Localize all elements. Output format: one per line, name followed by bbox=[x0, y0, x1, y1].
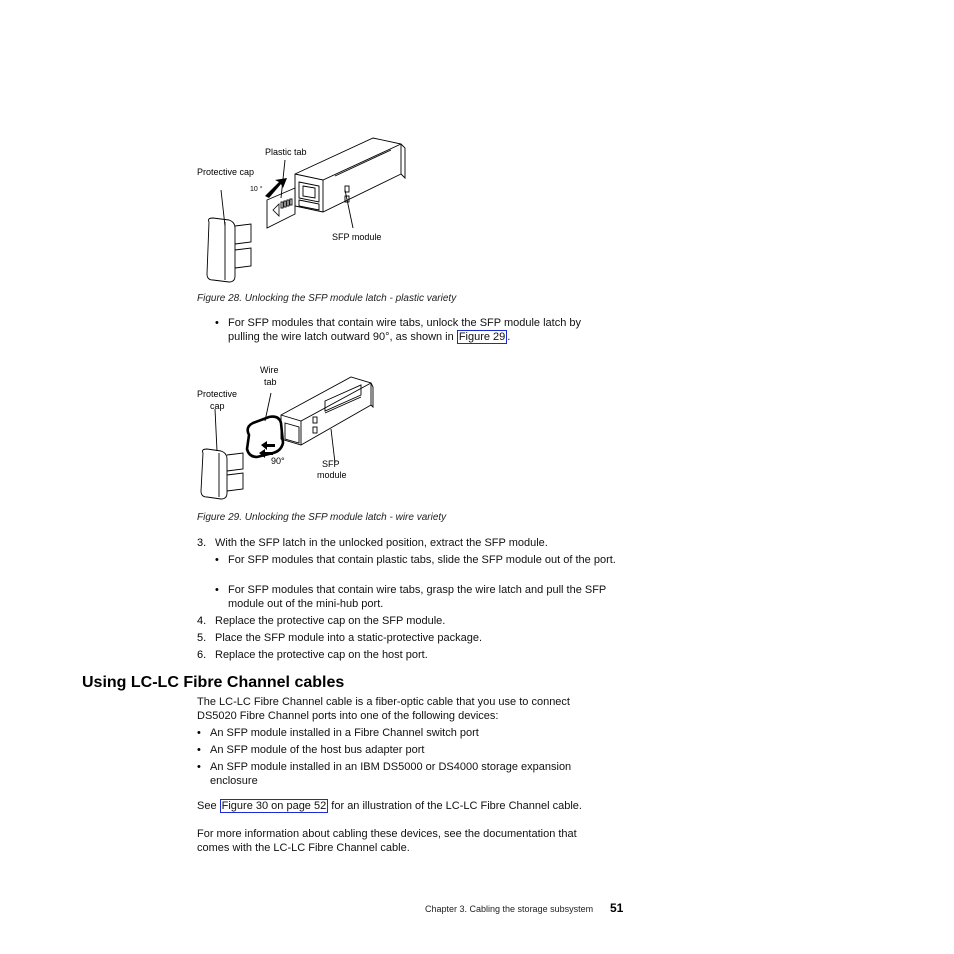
figure-30-link[interactable]: Figure 30 on page 52 bbox=[221, 800, 327, 812]
see-text: See bbox=[197, 800, 217, 812]
label-module: module bbox=[317, 470, 347, 480]
figure-29-link[interactable]: Figure 29 bbox=[458, 330, 506, 343]
bullet-dot: • bbox=[215, 317, 219, 329]
bullet-dot: • bbox=[215, 584, 219, 596]
step3-bullet: For SFP modules that contain plastic tabs, slide the SFP module out of the port. bbox=[228, 554, 616, 566]
step-text: Replace the protective cap on the SFP module. bbox=[215, 615, 446, 627]
see-figure-paragraph bbox=[197, 800, 617, 814]
device-bullet: An SFP module installed in an IBM DS5000 or DS4000 storage expansion enclosure bbox=[210, 761, 572, 787]
label-angle-90: 90° bbox=[271, 456, 285, 466]
label-plastic-tab: Plastic tab bbox=[265, 147, 307, 157]
step-text: Place the SFP module into a static-protective package. bbox=[215, 632, 482, 644]
bullet-dot: • bbox=[197, 761, 201, 773]
label-sfp: SFP bbox=[322, 459, 340, 469]
bullet-dot: • bbox=[215, 554, 219, 566]
figure-28-caption: Figure 28. Unlocking the SFP module latch - plastic variety bbox=[197, 293, 457, 304]
more-info-paragraph: For more information about cabling these devices, see the documentation that comes with the LC-LC Fibre Channel cable. bbox=[197, 828, 577, 854]
step-number: 6. bbox=[197, 649, 207, 661]
step-number: 5. bbox=[197, 632, 207, 644]
label-protective: Protective bbox=[197, 389, 238, 399]
device-bullet: An SFP module installed in a Fibre Channel switch port bbox=[210, 727, 479, 739]
bullet-dot: • bbox=[197, 744, 201, 756]
step-number: 4. bbox=[197, 615, 207, 627]
page-number: 51 bbox=[610, 901, 624, 915]
label-sfp-module: SFP module bbox=[332, 232, 382, 242]
label-cap: cap bbox=[210, 401, 225, 411]
label-angle-10: 10 ° bbox=[250, 186, 263, 193]
label-protective-cap: Protective cap bbox=[197, 167, 255, 177]
step-text: Replace the protective cap on the host port. bbox=[215, 649, 428, 661]
bullet-wire-text: For SFP modules that contain wire tabs, unlock the SFP module latch by pulling the wire latch outward 90°, as shown in bbox=[228, 317, 581, 343]
footer-chapter: Chapter 3. Cabling the storage subsystem bbox=[425, 904, 594, 914]
step-number: 3. bbox=[197, 537, 207, 549]
section-heading: Using LC-LC Fibre Channel cables bbox=[82, 674, 345, 691]
bullet-dot: • bbox=[197, 727, 201, 739]
label-tab: tab bbox=[264, 377, 277, 387]
step3-bullet: For SFP modules that contain wire tabs, grasp the wire latch and pull the SFP module out of the mini-hub port. bbox=[228, 584, 607, 610]
device-bullet: An SFP module of the host bus adapter port bbox=[210, 744, 425, 756]
bullet-wire-tabs bbox=[228, 317, 613, 344]
see-after-text: for an illustration of the LC-LC Fibre Channel cable. bbox=[331, 800, 582, 812]
figure-29-illustration bbox=[195, 365, 380, 505]
figure-29-caption: Figure 29. Unlocking the SFP module latch - wire variety bbox=[197, 512, 447, 523]
label-wire: Wire bbox=[260, 365, 279, 375]
section-intro: The LC-LC Fibre Channel cable is a fiber-optic cable that you use to connect DS5020 Fibre Channel ports into one of the following devices: bbox=[197, 696, 570, 722]
bullet-wire-after: . bbox=[507, 330, 511, 343]
step-text: With the SFP latch in the unlocked position, extract the SFP module. bbox=[215, 537, 548, 549]
